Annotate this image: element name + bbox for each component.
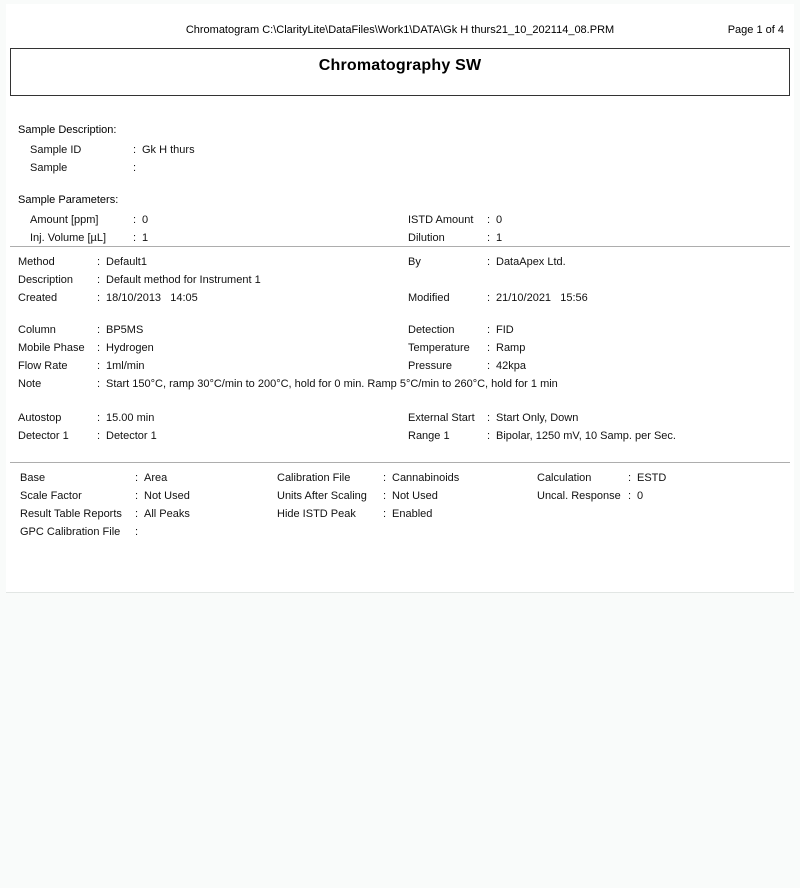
- field-label: Sample ID: [30, 144, 82, 156]
- field-row-note: [18, 375, 558, 393]
- field-label: Result Table Reports: [20, 508, 122, 520]
- colon-separator: :: [133, 214, 137, 226]
- colon-separator: :: [487, 232, 491, 244]
- field-label: Units After Scaling: [277, 490, 367, 502]
- field-label: Method: [18, 256, 55, 268]
- field-value: DataApex Ltd.: [496, 256, 566, 268]
- field-row-detection: [408, 321, 526, 339]
- field-label: Pressure: [408, 360, 453, 372]
- field-value: 0: [637, 490, 644, 502]
- field-row-detector1: [18, 427, 157, 445]
- colon-separator: :: [487, 342, 491, 354]
- section-divider: [10, 246, 790, 247]
- field-label: Note: [18, 378, 42, 390]
- colon-separator: :: [97, 412, 101, 424]
- field-value: BP5MS: [106, 324, 144, 336]
- field-value: Bipolar, 1250 mV, 10 Samp. per Sec.: [496, 430, 676, 442]
- field-label: Range 1: [408, 430, 450, 442]
- colon-separator: :: [383, 508, 387, 520]
- field-value: Hydrogen: [106, 342, 154, 354]
- field-label: Uncal. Response: [537, 490, 621, 502]
- colon-separator: :: [135, 472, 139, 484]
- field-label: Temperature: [408, 342, 470, 354]
- integration-col3: [537, 469, 666, 505]
- method-right: [408, 253, 588, 307]
- sample-description-heading: Sample Description:: [18, 124, 117, 136]
- sample-parameters-right: [408, 211, 502, 247]
- field-row-by: [408, 253, 588, 271]
- field-label: Amount [ppm]: [30, 214, 99, 226]
- header-doc-path: Chromatogram C:\ClarityLite\DataFiles\Work1\DATA\Gk H thurs21_10_202114_08.PRM: [185, 24, 615, 36]
- field-value: FID: [496, 324, 514, 336]
- field-value: 0: [142, 214, 149, 226]
- field-value: 18/10/2013 14:05: [106, 292, 198, 304]
- field-row-sample: [30, 159, 195, 177]
- field-row-autostop: [18, 409, 157, 427]
- field-value: Start 150°C, ramp 30°C/min to 200°C, hold for 0 min. Ramp 5°C/min to 260°C, hold for 1 min: [106, 378, 558, 390]
- field-label: Sample: [30, 162, 68, 174]
- sample-description-rows: [30, 141, 195, 177]
- colon-separator: :: [97, 430, 101, 442]
- field-label: Hide ISTD Peak: [277, 508, 356, 520]
- field-label: Autostop: [18, 412, 62, 424]
- section-divider: [10, 462, 790, 463]
- colon-separator: :: [628, 472, 632, 484]
- field-value: Ramp: [496, 342, 526, 354]
- field-label: Dilution: [408, 232, 445, 244]
- colon-separator: :: [487, 292, 491, 304]
- field-row-temperature: [408, 339, 526, 357]
- field-row-gpc-calibration-file: [20, 523, 190, 541]
- field-label: By: [408, 256, 421, 268]
- integration-col1: [20, 469, 190, 541]
- colon-separator: :: [97, 274, 101, 286]
- colon-separator: :: [135, 508, 139, 520]
- field-row-istd-amount: [408, 211, 502, 229]
- colon-separator: :: [97, 342, 101, 354]
- field-label: GPC Calibration File: [20, 526, 121, 538]
- field-row-created: [18, 289, 261, 307]
- acquisition-right: [408, 409, 676, 445]
- column-right: [408, 321, 526, 375]
- colon-separator: :: [487, 430, 491, 442]
- field-value: 21/10/2021 15:56: [496, 292, 588, 304]
- sample-parameters-heading: Sample Parameters:: [18, 194, 119, 206]
- sample-parameters-left: [30, 211, 148, 247]
- field-row-sample-id: [30, 141, 195, 159]
- field-value: Not Used: [144, 490, 190, 502]
- field-value: Not Used: [392, 490, 438, 502]
- field-value: Area: [144, 472, 168, 484]
- field-value: Enabled: [392, 508, 433, 520]
- colon-separator: :: [628, 490, 632, 502]
- header-page-number: Page 1 of 4: [727, 24, 784, 36]
- report-title: Chromatography SW: [318, 57, 482, 74]
- field-label: Calculation: [537, 472, 592, 484]
- colon-separator: :: [383, 490, 387, 502]
- field-value: 15.00 min: [106, 412, 155, 424]
- colon-separator: :: [487, 324, 491, 336]
- field-label: Scale Factor: [20, 490, 82, 502]
- colon-separator: :: [487, 412, 491, 424]
- colon-separator: :: [97, 360, 101, 372]
- colon-separator: :: [97, 256, 101, 268]
- field-value: 1: [496, 232, 503, 244]
- field-row-base: [20, 469, 190, 487]
- field-row-method: [18, 253, 261, 271]
- integration-col2: [277, 469, 459, 523]
- colon-separator: :: [135, 490, 139, 502]
- field-label: External Start: [408, 412, 475, 424]
- field-label: Detection: [408, 324, 455, 336]
- field-label: ISTD Amount: [408, 214, 474, 226]
- field-row-uncal-response: [537, 487, 666, 505]
- field-value: Default method for Instrument 1: [106, 274, 261, 286]
- field-row-inj-volume: [30, 229, 148, 247]
- field-row-modified: [408, 289, 588, 307]
- field-value: Cannabinoids: [392, 472, 460, 484]
- field-value: 42kpa: [496, 360, 526, 372]
- field-row-hide-istd-peak: [277, 505, 459, 523]
- field-label: Calibration File: [277, 472, 351, 484]
- colon-separator: :: [383, 472, 387, 484]
- field-row-description: [18, 271, 261, 289]
- field-value: ESTD: [637, 472, 667, 484]
- field-row-amount: [30, 211, 148, 229]
- field-value: All Peaks: [144, 508, 190, 520]
- field-label: Modified: [408, 292, 450, 304]
- field-value: Gk H thurs: [142, 144, 195, 156]
- field-row-dilution: [408, 229, 502, 247]
- field-row-result-table-reports: [20, 505, 190, 523]
- field-label: Created: [18, 292, 58, 304]
- field-label: Inj. Volume [µL]: [30, 232, 107, 244]
- colon-separator: :: [97, 378, 101, 390]
- field-row-external-start: [408, 409, 676, 427]
- colon-separator: :: [133, 144, 137, 156]
- field-row-calculation: [537, 469, 666, 487]
- field-row-scale-factor: [20, 487, 190, 505]
- colon-separator: :: [133, 232, 137, 244]
- method-left: [18, 253, 261, 307]
- field-label: Column: [18, 324, 56, 336]
- field-label: Mobile Phase: [18, 342, 85, 354]
- field-row-units-after-scaling: [277, 487, 459, 505]
- field-value: Start Only, Down: [496, 412, 579, 424]
- field-row-calibration-file: [277, 469, 459, 487]
- colon-separator: :: [135, 526, 139, 538]
- field-value: Detector 1: [106, 430, 157, 442]
- colon-separator: :: [97, 324, 101, 336]
- colon-separator: :: [487, 214, 491, 226]
- colon-separator: :: [487, 360, 491, 372]
- colon-separator: :: [487, 256, 491, 268]
- title-box: [10, 48, 790, 96]
- acquisition-left: [18, 409, 157, 445]
- field-label: Detector 1: [18, 430, 69, 442]
- field-label: Description: [18, 274, 74, 286]
- field-value: 1: [142, 232, 149, 244]
- field-label: Base: [20, 472, 46, 484]
- colon-separator: :: [97, 292, 101, 304]
- colon-separator: :: [133, 162, 137, 174]
- field-row-range1: [408, 427, 676, 445]
- field-label: Flow Rate: [18, 360, 68, 372]
- field-value: 1ml/min: [106, 360, 145, 372]
- field-row-pressure: [408, 357, 526, 375]
- field-value: 0: [496, 214, 503, 226]
- field-value: Default1: [106, 256, 147, 268]
